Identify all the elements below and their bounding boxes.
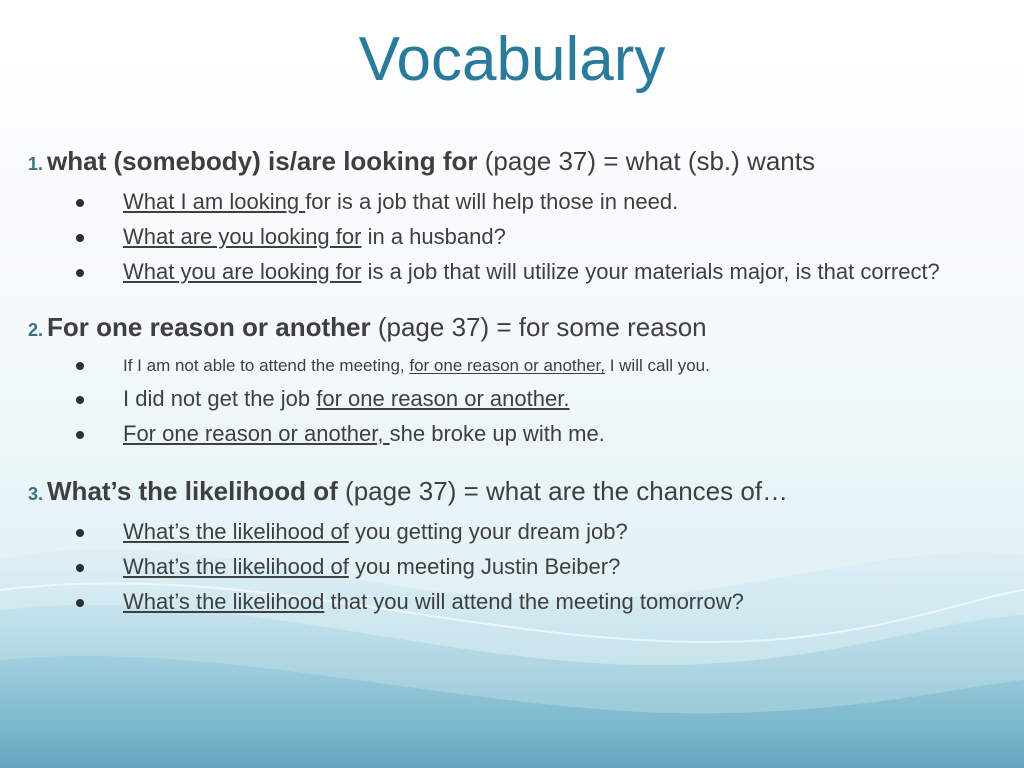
example-text: you meeting Justin Beiber? <box>348 554 621 579</box>
example-list <box>28 187 988 287</box>
underlined-phrase: What’s the likelihood of <box>123 554 349 579</box>
example-text-prefix: If I am not able to attend the meeting, <box>123 356 410 375</box>
underlined-phrase: What you are looking for <box>123 259 362 284</box>
underlined-phrase: for one reason or another, <box>409 356 605 375</box>
example-text: that you will attend the meeting tomorrow? <box>324 589 744 614</box>
underlined-phrase: What’s the likelihood <box>123 589 325 614</box>
bullet-icon <box>76 529 84 537</box>
vocab-heading <box>28 142 988 183</box>
section-number: 1. <box>28 154 44 174</box>
bullet-icon <box>76 396 84 404</box>
underlined-phrase: What’s the likelihood of <box>123 519 349 544</box>
vocab-term: what (somebody) is/are looking for <box>47 146 478 176</box>
underlined-phrase: What I am looking <box>123 189 306 214</box>
example-text: for is a job that will help those in need. <box>305 189 679 214</box>
bullet-icon <box>76 269 84 277</box>
example-text: you getting your dream job? <box>348 519 628 544</box>
example-text-prefix: I did not get the job <box>123 386 317 411</box>
bullet-icon <box>76 564 84 572</box>
slide-title: Vocabulary <box>358 25 666 94</box>
example-text: is a job that will utilize your materials major, is that correct? <box>361 259 940 284</box>
example-item <box>28 419 988 449</box>
vocab-definition: (page 37) = for some reason <box>370 312 707 342</box>
bullet-icon <box>76 234 84 242</box>
vocab-heading <box>28 308 988 349</box>
section-number: 3. <box>28 484 44 504</box>
vocab-heading <box>28 472 988 513</box>
vocab-definition: (page 37) = what (sb.) wants <box>477 146 815 176</box>
example-item <box>28 384 988 414</box>
example-text: I will call you. <box>604 356 710 375</box>
vocabulary-list <box>28 142 988 622</box>
vocab-term: For one reason or another <box>47 312 371 342</box>
bullet-icon <box>76 599 84 607</box>
underlined-phrase: For one reason or another, <box>123 421 390 446</box>
example-item <box>28 587 988 617</box>
example-item <box>28 517 988 547</box>
example-item <box>28 552 988 582</box>
vocab-definition: (page 37) = what are the chances of… <box>337 476 789 506</box>
example-list <box>28 517 988 617</box>
example-text: in a husband? <box>361 224 506 249</box>
example-item <box>28 257 988 287</box>
underlined-phrase: for one reason or another. <box>316 386 570 411</box>
example-item <box>28 187 988 217</box>
vocab-section-2 <box>28 308 988 449</box>
bullet-icon <box>76 431 84 439</box>
vocab-term: What’s the likelihood of <box>47 476 338 506</box>
example-list <box>28 353 988 449</box>
example-text: she broke up with me. <box>389 421 605 446</box>
underlined-phrase: What are you looking for <box>123 224 362 249</box>
example-item <box>28 222 988 252</box>
bullet-icon <box>76 199 84 207</box>
section-number: 2. <box>28 320 44 340</box>
example-item <box>28 353 988 379</box>
vocab-section-1 <box>28 142 988 287</box>
bullet-icon <box>76 362 84 370</box>
vocab-section-3 <box>28 472 988 617</box>
